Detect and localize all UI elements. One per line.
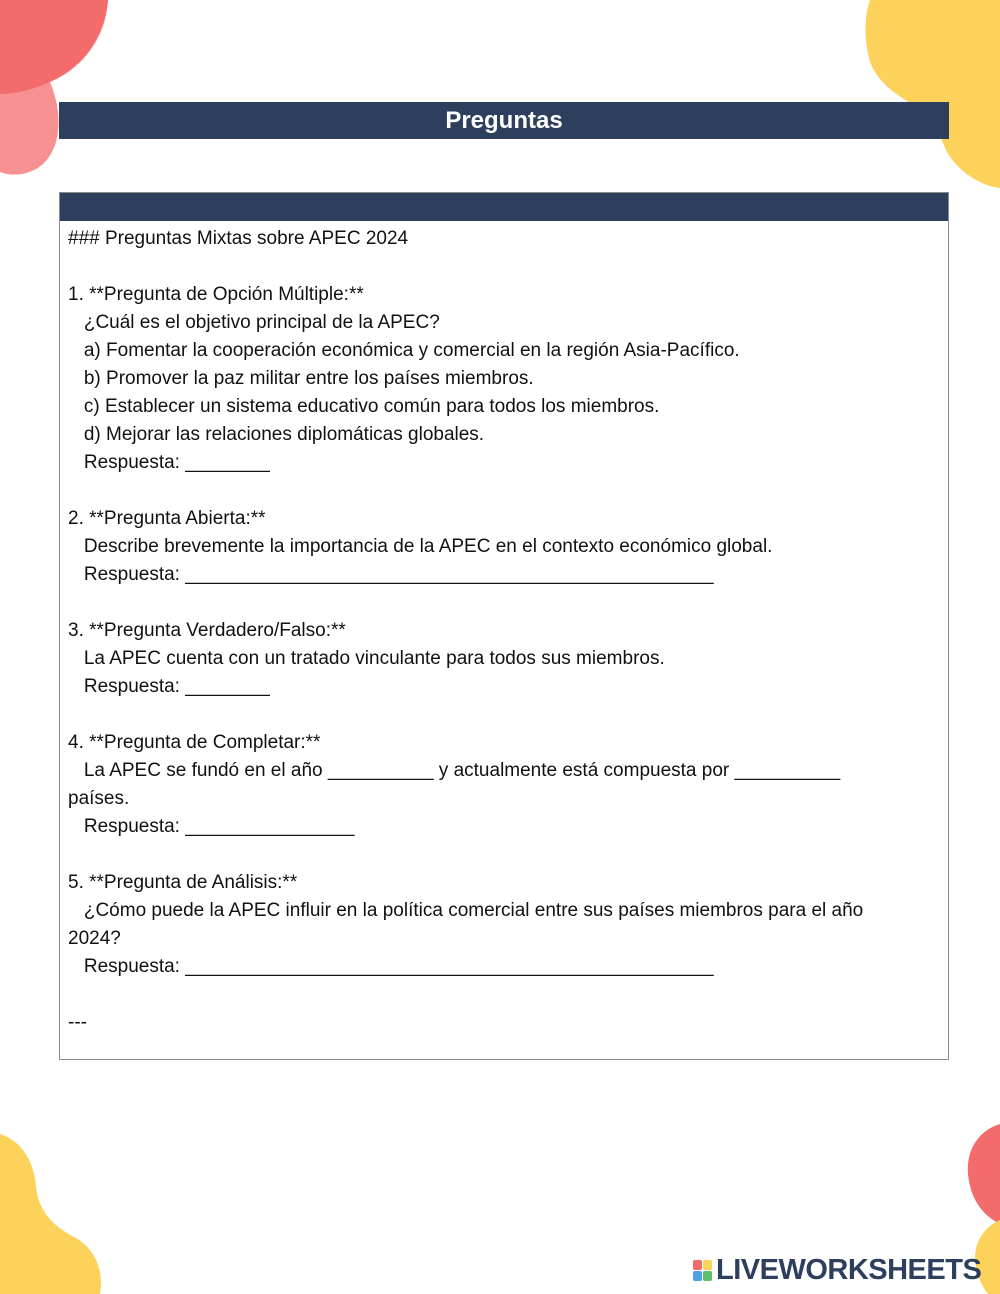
text-line xyxy=(68,981,940,1009)
text-line: c) Establecer un sistema educativo común para todos los miembros. xyxy=(68,396,660,417)
decorative-blob-top-left xyxy=(0,0,110,180)
text-line: ### Preguntas Mixtas sobre APEC 2024 xyxy=(68,228,409,249)
text-line xyxy=(68,841,940,869)
panel-header-bar xyxy=(60,193,948,221)
text-line: Respuesta: ________ xyxy=(68,676,270,697)
text-line: Describe brevemente la importancia de la APEC en el contexto económico global. xyxy=(68,536,773,557)
text-line: ¿Cuál es el objetivo principal de la APEC? xyxy=(68,312,440,333)
text-line: 3. **Pregunta Verdadero/Falso:** xyxy=(68,620,346,641)
text-line: d) Mejorar las relaciones diplomáticas globales. xyxy=(68,424,485,445)
text-line: 5. **Pregunta de Análisis:** xyxy=(68,872,298,893)
page-title: Preguntas xyxy=(59,102,949,139)
text-line xyxy=(68,253,940,281)
text-line xyxy=(68,477,940,505)
text-line: --- xyxy=(68,1012,87,1033)
text-line: 2024? xyxy=(68,928,121,949)
text-line: Respuesta: ________ xyxy=(68,452,270,473)
text-line: países. xyxy=(68,788,130,809)
text-line: 1. **Pregunta de Opción Múltiple:** xyxy=(68,284,364,305)
logo-text: LIVEWORKSHEETS xyxy=(716,1253,982,1286)
text-line: La APEC cuenta con un tratado vinculante para todos sus miembros. xyxy=(68,648,665,669)
text-line: ¿Cómo puede la APEC influir en la política comercial entre sus países miembros para el año xyxy=(68,900,864,921)
logo-mark-icon xyxy=(693,1260,712,1281)
text-line: Respuesta: __________________________________________________ xyxy=(68,564,714,585)
decorative-blob-top-right xyxy=(860,0,1000,190)
text-line: Respuesta: __________________________________________________ xyxy=(68,956,714,977)
text-line: 2. **Pregunta Abierta:** xyxy=(68,508,266,529)
text-line xyxy=(68,589,940,617)
questions-text xyxy=(60,221,948,1037)
liveworksheets-logo xyxy=(693,1255,981,1285)
text-line: La APEC se fundó en el año __________ y actualmente está compuesta por __________ xyxy=(68,760,841,781)
decorative-blob-bottom-left xyxy=(0,1134,110,1294)
text-line xyxy=(68,701,940,729)
text-line: Respuesta: ________________ xyxy=(68,816,355,837)
questions-panel xyxy=(59,192,949,1060)
text-line: a) Fomentar la cooperación económica y comercial en la región Asia-Pacífico. xyxy=(68,340,740,361)
text-line: 4. **Pregunta de Completar:** xyxy=(68,732,321,753)
text-line: b) Promover la paz militar entre los países miembros. xyxy=(68,368,534,389)
